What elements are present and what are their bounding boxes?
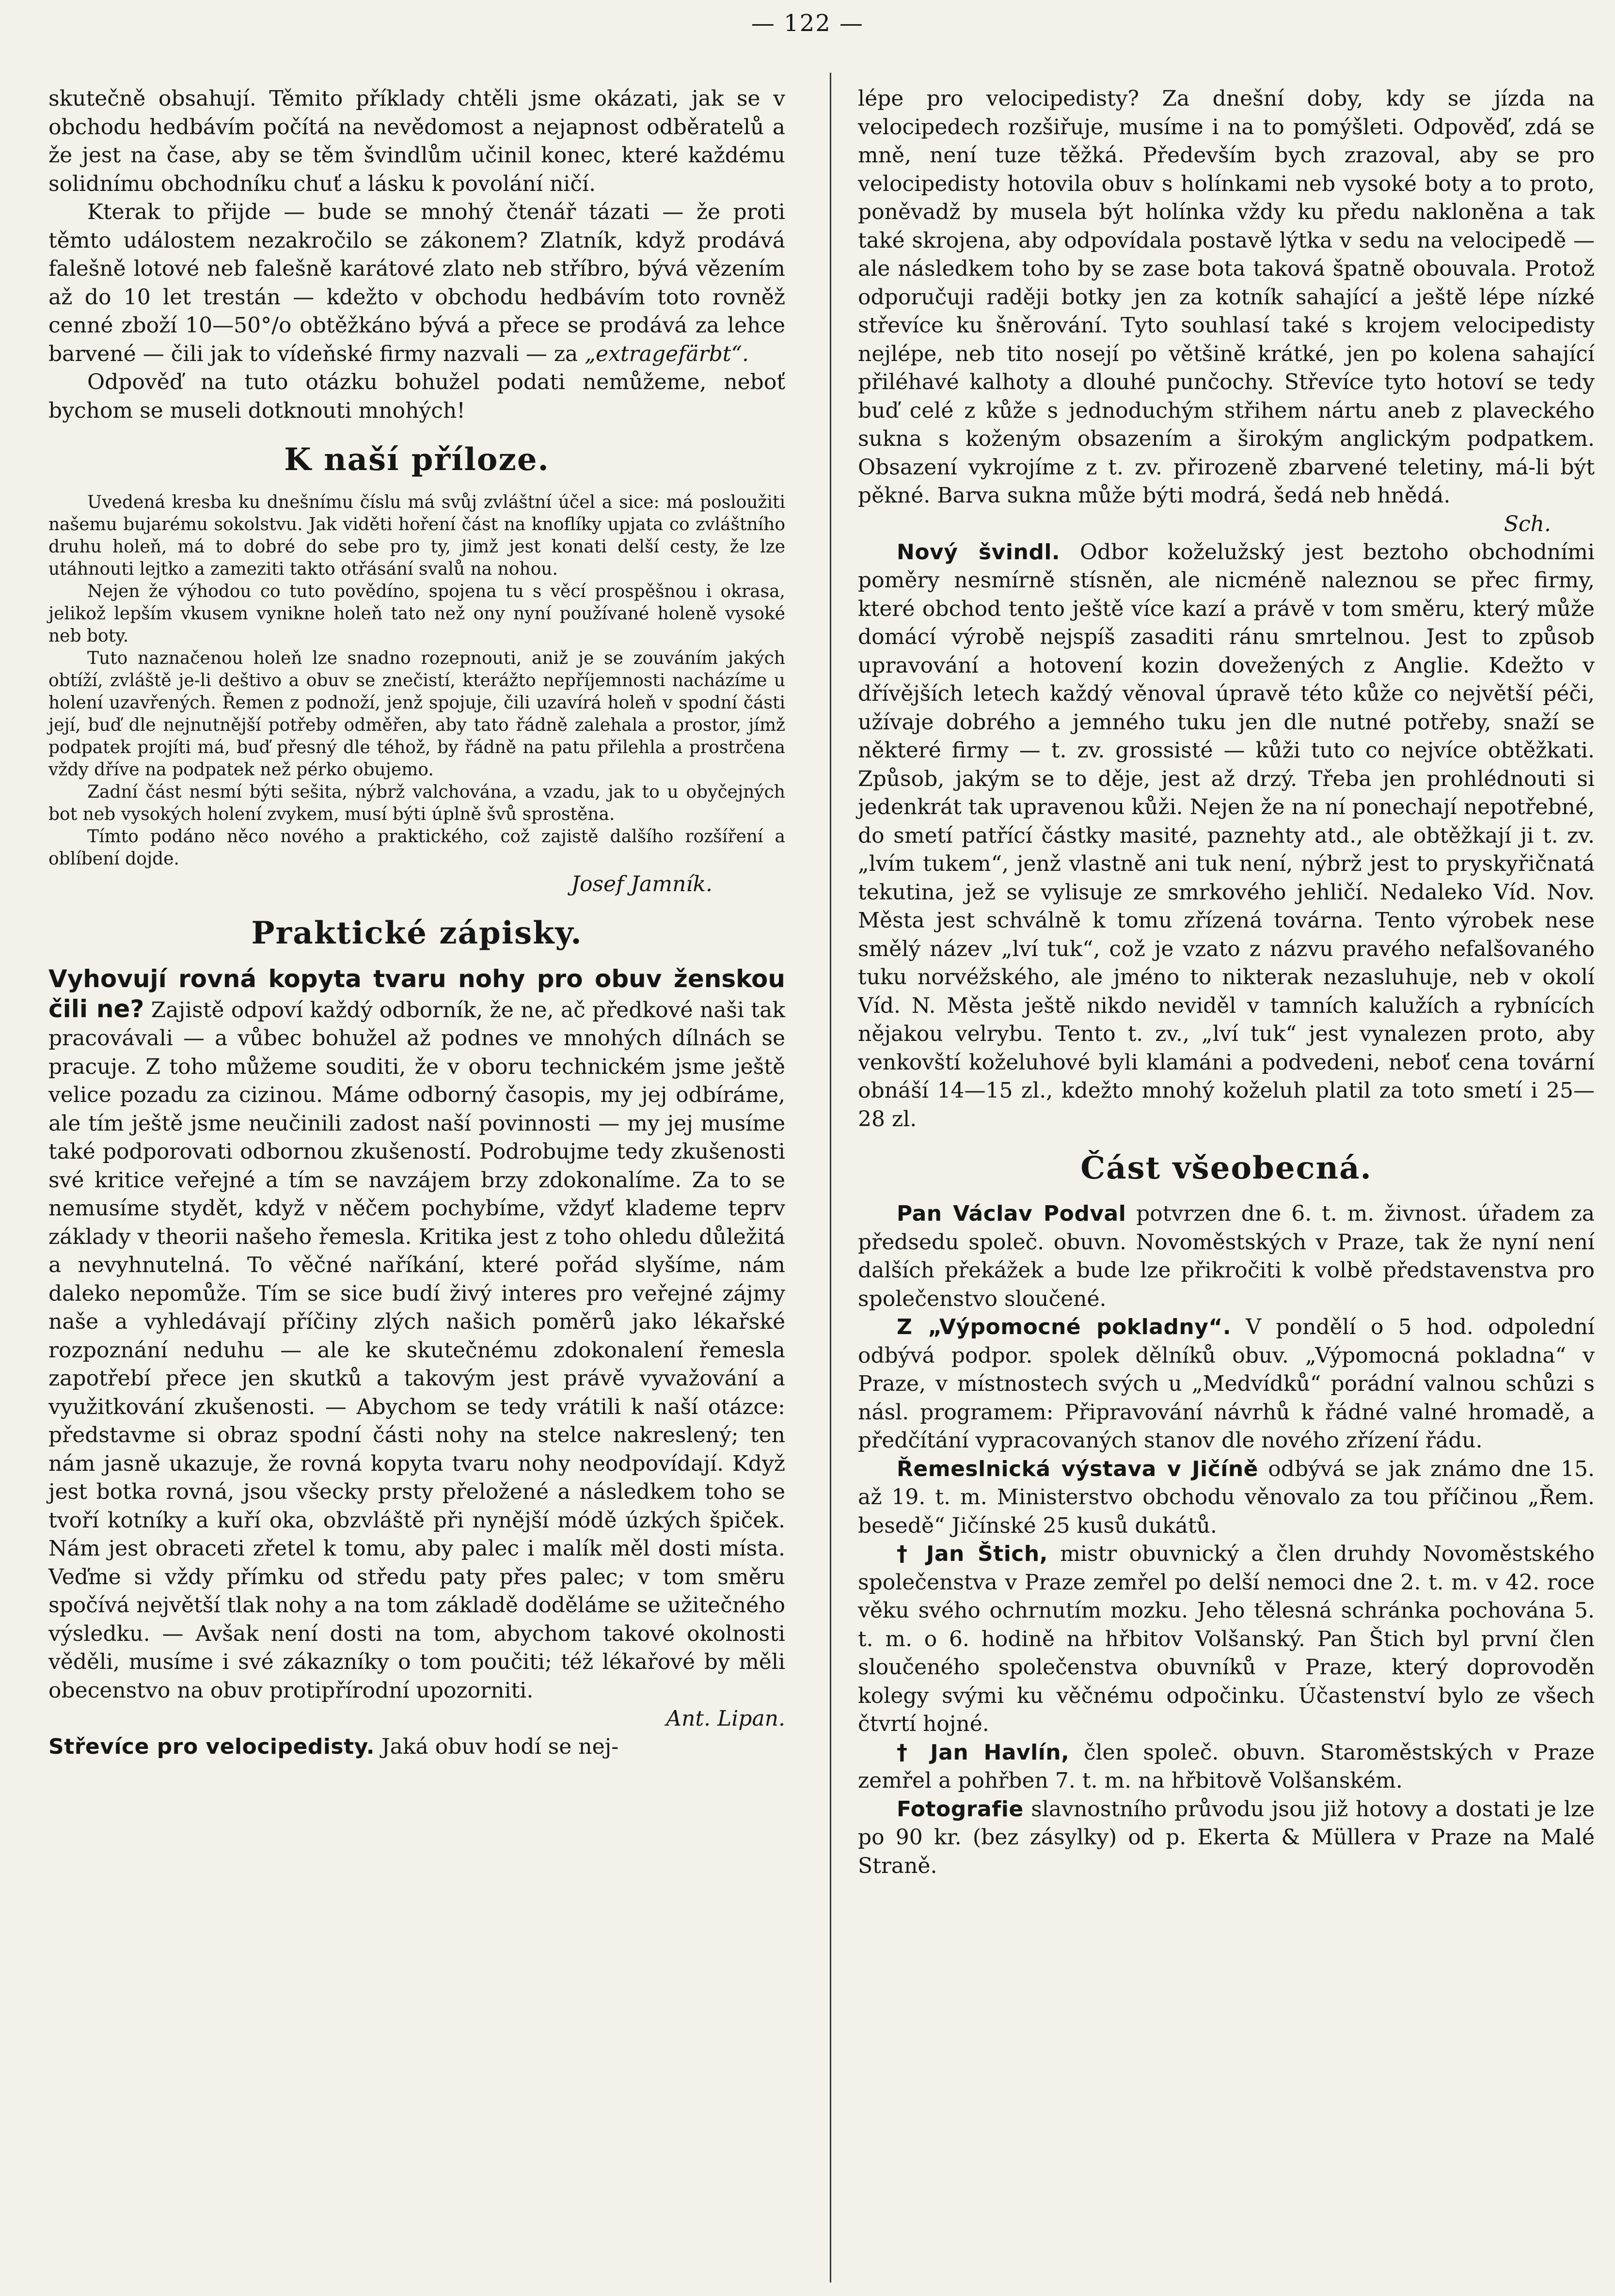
supplement-paragraph: Uvedená kresba ku dnešnímu číslu má svůj zvláštní účel a sice: má posloužiti našemu bujarému sokolstvu. Jak viděti hoření část na knoflíky upjata co zvláštního druhu holeň, má to dobré do sebe pro ty, jimž jest konati delší cesty, že lze utáhnouti lejtko a zameziti takto otřásání svalů na nohou. xyxy=(48,492,785,579)
supplement-paragraph: Tímto podáno něco nového a praktického, což zajistě dalšího rozšíření a oblíbení dojde. xyxy=(48,827,785,869)
section-heading-vseobecna: Část všeobecná. xyxy=(1080,1150,1372,1186)
news-item xyxy=(858,1739,1595,1795)
note-lead: Nový švindl. xyxy=(897,539,1061,565)
author-signature: Sch. xyxy=(1504,511,1551,536)
note-paragraph xyxy=(48,1733,785,1761)
note-text: Zajistě odpoví každý odborník, že ne, ač předkové naši tak pracovávali — a vůbec bohužel až podnes ve mnohých dílnách se pracuje. Z toho můžeme souditi, že v oboru technickém jsme ještě velice pozadu za cizinou. Máme odborný časopis, my jej odbíráme, ale tím ještě jsme neučinili zadost naší povinnosti — my jej musíme také podporovati odbornou zkušeností. Podrobujme tedy zkušenosti své kritice veřejné a tím se navzájem brzy zdokonalíme. Za to se nemusíme stydět, když v něčem pochybíme, vždyť klademe teprv základy v theorii našeho řemesla. Kritika jest z toho ohledu důležitá a nevyhnutelná. To věčné naříkání, které pořád slyšíme, nám daleko nepomůže. Tím se sice budí živý interes pro veřejné zájmy naše a vyhledávají příčiny zlých našich poměrů jako lékařské rozpoznání neduhu — ale ke skutečnému zdokonalení řemesla zapotřebí přece jen skutků a takovým jest právě vyvažování a využitkování zkušenosti. — Abychom se tedy vrátili k naší otázce: představme si obraz spodní části nohy na stelce nakreslený; ten nám jasně ukazuje, že rovná kopyta tvaru nohy neodpovídají. Když jest botka rovná, jsou všecky prsty přeložené a následkem toho se tvoří kotníky a kuří oka, obzvláště při nynější módě úzkých špiček. Nám jest obraceti zřetel k tomu, aby palec i malík měl dosti místa. Veďme si vždy přímku od středu paty přes palec; v tom směru spočívá největší tlak nohy a na tom základě doděláme se užitečného výsledku. — Avšak není dosti na tom, abychom takové okolnosti věděli, musíme i své zákazníky o tom poučiti; též lékařové by měli obecenstvo na obuv protipřírodní upozorniti. xyxy=(48,997,785,1703)
news-item xyxy=(858,1795,1595,1881)
column-divider xyxy=(830,73,831,2282)
note-continuation: lépe pro velocipedisty? Za dnešní doby, kdy se jízda na velocipedech rozšiřuje, musíme i na to pomýšleti. Odpověď, zdá se mně, není tuze těžká. Především bych zrazoval, aby se pro velocipedisty hotovila obuv s holínkami neb vysoké boty a to proto, poněvadž by musela být holínka vždy ku předu nakloněna a tak také skrojena, aby odpovídala postavě lýtka v sedu na velocipedě — ale následkem toho by se zase bota taková špatně obouvala. Protož odporučuji raději botky jen za kotník sahající a ještě lépe nízké střevíce ku šněrování. Tyto souhlasí také s krojem velocipedisty nejlépe, neb tito nosejí po většině krátké, jen po kolena sahající přiléhavé kalhoty a dlouhé punčochy. Střevíce tyto hotoví se tedy buď celé z kůže s jednoduchým střihem nártu aneb z plaveckého sukna s koženým obsazením a širokým anglickým podpatkem. Obsazení vykrojíme z t. zv. přirozeně zbarvené teletiny, má-li být pěkné. Barva sukna může býti modrá, šedá neb hnědá. xyxy=(858,86,1595,508)
news-item xyxy=(858,1455,1595,1541)
section-heading-prakticke: Praktické zápisky. xyxy=(251,915,583,951)
news-lead: Řemeslnická výstava v Jičíně xyxy=(897,1456,1259,1481)
note-text: Odbor koželužský jest beztoho obchodními poměry nesmírně stísněn, ale nicméně naleznou se přec firmy, které obchod tento ještě více kazí a právě v tom směru, který může domácí výrobě nejspíš zasaditi ránu smrtelnou. Jest to způsob upravování a hotovení kozin dovežených z Anglie. Kdežto v dřívějších letech každý věnoval úpravě této kůže co největší péči, užívaje dobrého a jemného tuku jen dle nutné potřeby, snaží se některé firmy — t. zv. grossisté — kůži tuto co nejvíce obtěžkati. Způsob, jakým se to děje, jest až drzý. Třeba jen prohlédnouti si jedenkrát tak upravenou kůži. Nejen že na ní ponechají nepotřebné, do smetí patřící částky masité, paznehty atd., ale obtěžkají ji t. zv. „lvím tukem“, jenž vlastně ani tuk není, nýbrž jest to pryskyřičnatá tekutina, jež se vylisuje ze smrkového jehličí. Nedaleko Víd. Nov. Města jest schválně k tomu zřízená továrna. Tento výrobek nese smělý název „lví tuk“, což je vzato z názvu pravého nefalšovaného tuku norvéžského, ale jméno to nikterak nezasluhuje, neb v okolí Víd. N. Města ještě nikdo neviděl v tamních kalužích a rybnících nějakou velrybu. Tento t. zv., „lví tuk“ jest vynalezen proto, aby venkovští koželuhové byli klamáni a podvedeni, neboť cena tovární obnáší 14—15 zl., kdežto mnohý koželuh platil za toto smetí i 25—28 zl. xyxy=(858,539,1595,1132)
news-text: odbývá se jak známo dne 15. až 19. t. m. Ministerstvo obchodu věnovalo za tou příčinou „Řem. besedě“ Jičínské 25 kusů dukátů. xyxy=(858,1456,1595,1538)
news-lead: Pan Václav Podval xyxy=(897,1201,1126,1226)
note-lead: Střevíce pro velocipedisty. xyxy=(48,1734,375,1759)
page-number: — 122 — xyxy=(751,10,864,37)
right-column xyxy=(858,85,1595,1880)
article-ending-paragraph: skutečně obsahují. Těmito příklady chtěli jsme okázati, jak se v obchodu hedbávím počítá na nevědomost a nejapnost odběratelů a že jest na čase, aby se těm švindlům učinil konec, které každému solidnímu obchodníku chuť a lásku k povolání ničí. xyxy=(48,86,785,196)
note-text: Jaká obuv hodí se nej- xyxy=(375,1734,619,1759)
section-heading-priloha: K naší příloze. xyxy=(284,441,550,478)
quoted-term: „extragefärbt“. xyxy=(585,341,749,366)
news-text: člen společ. obuvn. Staroměstských v Praze zemřel a pohřben 7. t. m. na hřbitově Volšanském. xyxy=(858,1740,1595,1793)
supplement-paragraph: Zadní část nesmí býti sešita, nýbrž valchována, a vzadu, jak to u obyčejných bot neb vysokých holení zvykem, musí býti úplně švů sprostěna. xyxy=(48,782,785,824)
note-lead: Vyhovují rovná kopyta tvaru nohy pro obuv ženskou čili ne? xyxy=(48,965,785,1023)
author-signature: Ant. Lipan. xyxy=(666,1706,785,1731)
left-column xyxy=(48,85,785,1761)
news-text: V pondělí o 5 hod. odpolední odbývá podpor. spolek dělníků obuv. „Výpomocná pokladna“ v Praze, v místnostech svých u „Medvídků“ porádní valnou schůzi s násl. programem: Připravování návrhů k řádné valné hromadě, a předčítání vypracovaných stanov dle nového zřízení řádu. xyxy=(858,1315,1595,1453)
supplement-paragraph: Tuto naznačenou holeň lze snadno rozepnouti, aniž je se zouváním jakých obtíží, zvláště je-li deštivo a obuv se znečistí, kterážto nepříjemnosti nacházíme u holení uzavřených. Řemen z podnoží, jenž spojuje, čili uzavírá holeň v spodní části její, buď dle nejnutnější potřeby odměřen, aby tato řádně zalehala a prostor, jímž podpatek projíti má, buď přesný dle téhož, by řádně na patu přilehla a prostrčena vždy dříve na podpatek než pérko obujemo. xyxy=(48,648,785,780)
news-item xyxy=(858,1200,1595,1313)
note-paragraph xyxy=(48,965,785,1705)
news-lead: † Jan Havlín, xyxy=(897,1740,1070,1765)
news-lead: Fotografie xyxy=(897,1796,1024,1822)
author-signature: Josef Jamník. xyxy=(571,872,712,896)
news-item xyxy=(858,1540,1595,1739)
supplement-paragraph: Nejen že výhodou co tuto povědíno, spojena tu s věcí prospěšnou i okrasa, jelikož lepším vkusem vynikne holeň tato než ony nyní používané holeně vysoké neb boty. xyxy=(48,582,785,646)
article-paragraph: Odpověď na tuto otázku bohužel podati nemůžeme, neboť bychom se museli dotknouti mnohých! xyxy=(48,370,785,423)
news-text: potvrzen dne 6. t. m. živnost. úřadem za předsedu společ. obuvn. Novoměstských v Praze, tak že nyní není dalších překážek a bude lze přikročiti k volbě představenstva pro společenstvo sloučené. xyxy=(858,1201,1595,1311)
news-text: mistr obuvnický a člen druhdy Novoměstského společenstva v Praze zemřel po delší nemoci dne 2. t. m. v 42. roce věku svého ochrnutím mozku. Jeho tělesná schránka pochována 5. t. m. o 6. hodině na hřbitov Volšanský. Pan Štich byl první člen sloučeného společenstva obuvníků v Praze, který doprovoděn kolegy svými ku věčnému odpočinku. Účastenství bylo ze všech čtvrtí hojné. xyxy=(858,1541,1595,1736)
article-paragraph-text: Kterak to přijde — bude se mnohý čtenář tázati — že proti těmto událostem nezakročilo se zákonem? Zlatník, když prodává falešně lotové neb falešně karátové zlato neb stříbro, bývá vězením až do 10 let trestán — kdežto v obchodu hedbávím toto rovněž cenné zboží 10—50°/o obtěžkáno bývá a přece se prodává za lehce barvené — čili jak to vídeňské firmy nazvali — za xyxy=(48,200,785,366)
article-paragraph xyxy=(48,198,785,368)
news-item xyxy=(858,1313,1595,1455)
news-lead: Z „Výpomocné pokladny“. xyxy=(897,1315,1232,1339)
note-paragraph xyxy=(858,538,1595,1134)
news-text: slavnostního průvodu jsou již hotovy a dostati je lze po 90 kr. (bez zásylky) od p. Ekerta & Müllera v Praze na Malé Straně. xyxy=(858,1796,1595,1878)
news-lead: † Jan Štich, xyxy=(897,1541,1048,1566)
